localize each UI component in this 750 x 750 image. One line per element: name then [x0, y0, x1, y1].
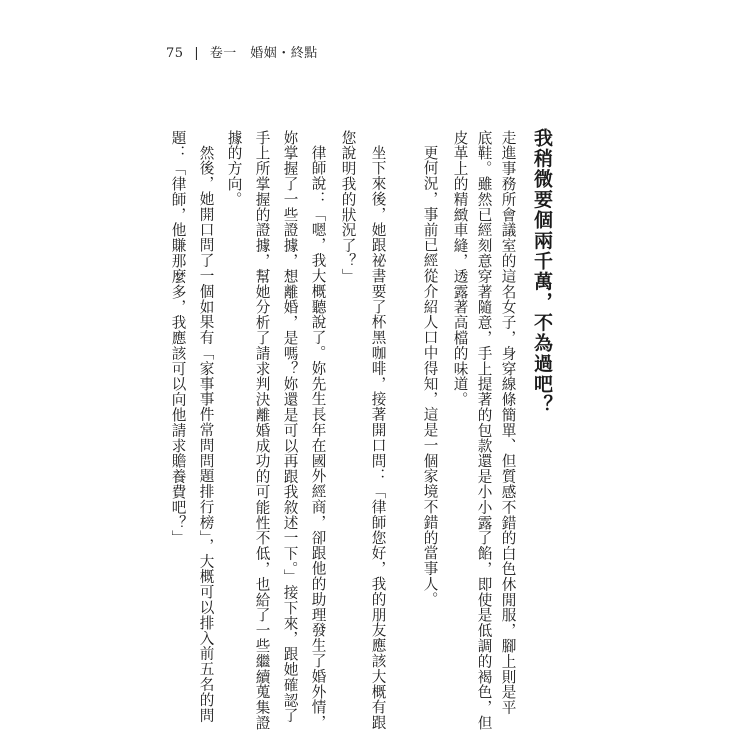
- text-column-12: 題：「律師，他賺那麼多，我應該可以向他請求贍養費吧？」: [169, 130, 187, 546]
- page-number: 75: [166, 46, 184, 61]
- header-separator: |: [194, 46, 200, 61]
- text-column-8: 妳掌握了一些證據，想離婚，是嗎？妳還是可以再跟我敘述一下。」接下來，跟她確認了: [281, 130, 299, 724]
- section-heading: 我稍微要個兩千萬，不為過吧？: [531, 128, 553, 415]
- text-column-4: 更何況，事前已經從介紹人口中得知，這是一個家境不錯的當事人。: [421, 145, 439, 607]
- text-column-1: 走進事務所會議室的這名女子，身穿線條簡單、但質感不錯的白色休閒服，腳上則是平: [499, 130, 517, 716]
- text-column-11: 然後，她開口問了一個如果有「家事事件常問問題排行榜」，大概可以排入前五名的問: [197, 145, 215, 723]
- text-column-5: 坐下來後，她跟祕書要了杯黑咖啡，接著開口問：「律師您好，我的朋友應該大概有跟: [369, 145, 387, 731]
- text-column-3: 皮革上的精緻車縫，透露著高檔的味道。: [451, 130, 469, 408]
- text-column-9: 手上所掌握的證據，幫她分析了請求判決離婚成功的可能性不低，也給了一些繼續蒐集證: [253, 130, 271, 731]
- text-column-2: 底鞋。雖然已經刻意穿著隨意，手上提著的包款還是小小露了餡，即使是低調的褐色，但: [475, 130, 493, 731]
- chapter-title: 卷一 婚姻・終點: [209, 46, 318, 61]
- text-column-6: 您說明我的狀況了？」: [339, 130, 357, 284]
- running-header: [166, 42, 318, 61]
- text-column-10: 據的方向。: [225, 130, 243, 207]
- text-column-7: 律師說：「嗯，我大概聽說了。妳先生長年在國外經商，卻跟他的助理發生了婚外情，: [309, 145, 327, 731]
